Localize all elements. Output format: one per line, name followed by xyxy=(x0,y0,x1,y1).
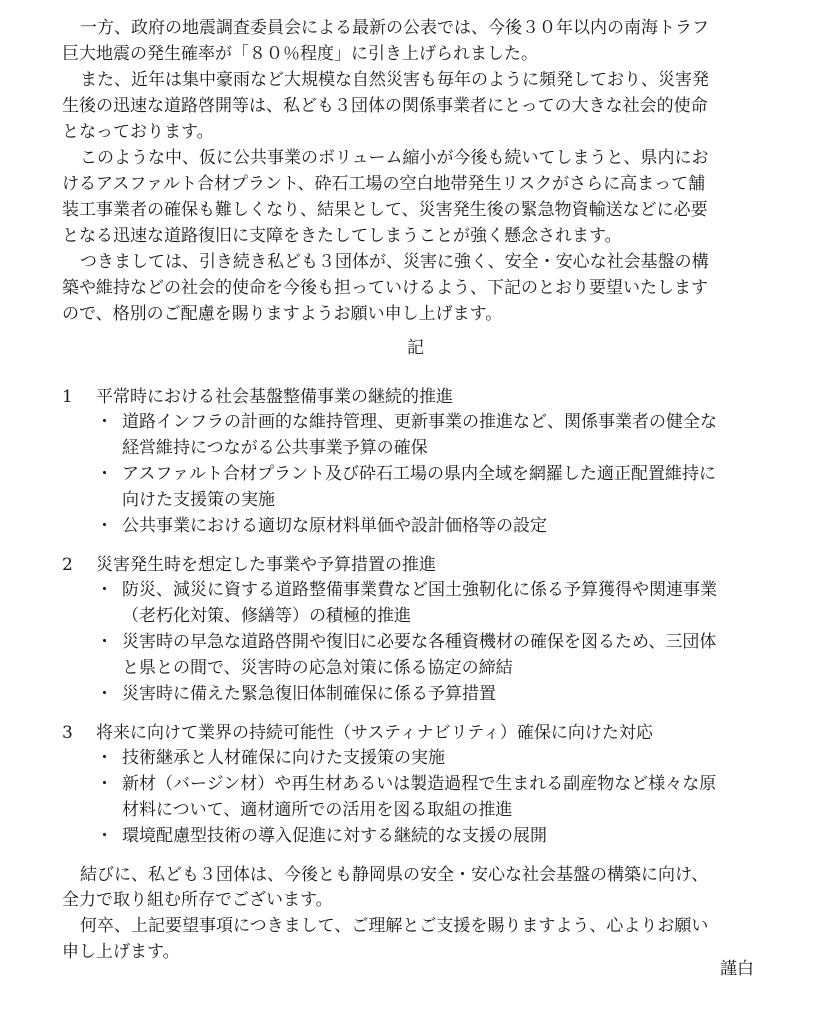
bullet-line: （老朽化対策、修繕等）の積極的推進 xyxy=(122,606,411,626)
bullet-line: 道路インフラの計画的な維持管理、更新事業の推進など、関係事業者の健全な xyxy=(122,412,717,432)
bullet-line: 新材（バージン材）や再生材あるいは製造過程で生まれる副産物など様々な原 xyxy=(122,774,717,794)
bullet-line: と県との間で、災害時の応急対策に係る協定の締結 xyxy=(122,658,513,678)
bullet-line: 経営維持につながる公共事業予算の確保 xyxy=(122,438,428,458)
section-number: 2 xyxy=(62,555,73,575)
bullet-line: 防災、減災に資する道路整備事業費など国土強靭化に係る予算獲得や関連事業 xyxy=(122,580,717,600)
intro-p1-line2: 巨大地震の発生確率が「８０％程度」に引き上げられました。 xyxy=(62,44,538,64)
section-number: 1 xyxy=(62,387,73,407)
bullet-line: アスファルト合材プラント及び砕石工場の県内全域を網羅した適正配置維持に xyxy=(122,464,716,484)
bullet-mark: ・ xyxy=(96,632,113,652)
section-title: 平常時における社会基盤整備事業の継続的推進 xyxy=(96,387,453,407)
closing-p2-line1: 何卒、上記要望事項につきまして、ご理解とご支援を賜りますよう、心よりお願い xyxy=(80,916,709,936)
bullet-mark: ・ xyxy=(96,684,113,704)
section-title: 将来に向けて業界の持続可能性（サスティナビリティ）確保に向けた対応 xyxy=(96,723,653,743)
intro-p2-line1: また、近年は集中豪雨など大規模な自然災害も毎年のように頻発しており、災害発 xyxy=(80,70,709,90)
intro-p3-line3: 装工事業者の確保も難しくなり、結果として、災害発生後の緊急物資輸送などに必要 xyxy=(62,200,708,220)
bullet-line: 公共事業における適切な原材料単価や設計価格等の設定 xyxy=(122,516,547,536)
intro-p2-line3: となっております。 xyxy=(62,122,214,142)
bullet-line: 災害時に備えた緊急復旧体制確保に係る予算措置 xyxy=(122,684,496,704)
intro-p4-line3: ので、格別のご配慮を賜りますようお願い申し上げます。 xyxy=(62,304,503,324)
bullet-mark: ・ xyxy=(96,748,113,768)
intro-p4-line2: 築や維持などの社会的使命を今後も担っていけるよう、下記のとおり要望いたします xyxy=(62,278,708,298)
closing-p2-line2: 申し上げます。 xyxy=(62,942,180,962)
intro-p3-line4: となる迅速な道路復旧に支障をきたしてしまうことが強く懸念されます。 xyxy=(62,226,622,246)
bullet-mark: ・ xyxy=(96,580,113,600)
bullet-mark: ・ xyxy=(96,412,113,432)
bullet-mark: ・ xyxy=(96,464,113,484)
intro-p3-line1: このような中、仮に公共事業のボリューム縮小が今後も続いてしまうと、県内にお xyxy=(80,148,709,168)
section-number: 3 xyxy=(62,723,73,743)
bullet-mark: ・ xyxy=(96,774,113,794)
bullet-line: 技術継承と人材確保に向けた支援策の実施 xyxy=(122,748,445,768)
bullet-mark: ・ xyxy=(96,516,113,536)
bullet-line: 環境配慮型技術の導入促進に対する継続的な支援の展開 xyxy=(122,826,547,846)
intro-p2-line2: 生後の迅速な道路啓開等は、私ども３団体の関係事業者にとっての大きな社会的使命 xyxy=(62,96,708,116)
intro-p1-line1: 一方、政府の地震調査委員会による最新の公表では、今後３０年以内の南海トラフ xyxy=(80,18,709,38)
bullet-line: 向けた支援策の実施 xyxy=(122,490,275,510)
bullet-line: 材料について、適材適所での活用を図る取組の推進 xyxy=(122,800,513,820)
bullet-mark: ・ xyxy=(96,826,113,846)
ki-heading: 記 xyxy=(407,338,424,358)
closing-p1-line1: 結びに、私ども３団体は、今後とも静岡県の安全・安心な社会基盤の構築に向け、 xyxy=(80,865,709,885)
section-title: 災害発生時を想定した事業や予算措置の推進 xyxy=(96,555,436,575)
closing-sign: 謹白 xyxy=(720,959,754,979)
intro-p3-line2: けるアスファルト合材プラント、砕石工場の空白地帯発生リスクがさらに高まって舗 xyxy=(62,174,706,194)
bullet-line: 災害時の早急な道路啓開や復旧に必要な各種資機材の確保を図るため、三団体 xyxy=(122,632,717,652)
closing-p1-line2: 全力で取り組む所存でございます。 xyxy=(62,890,333,910)
intro-p4-line1: つきましては、引き続き私ども３団体が、災害に強く、安全・安心な社会基盤の構 xyxy=(80,252,709,272)
